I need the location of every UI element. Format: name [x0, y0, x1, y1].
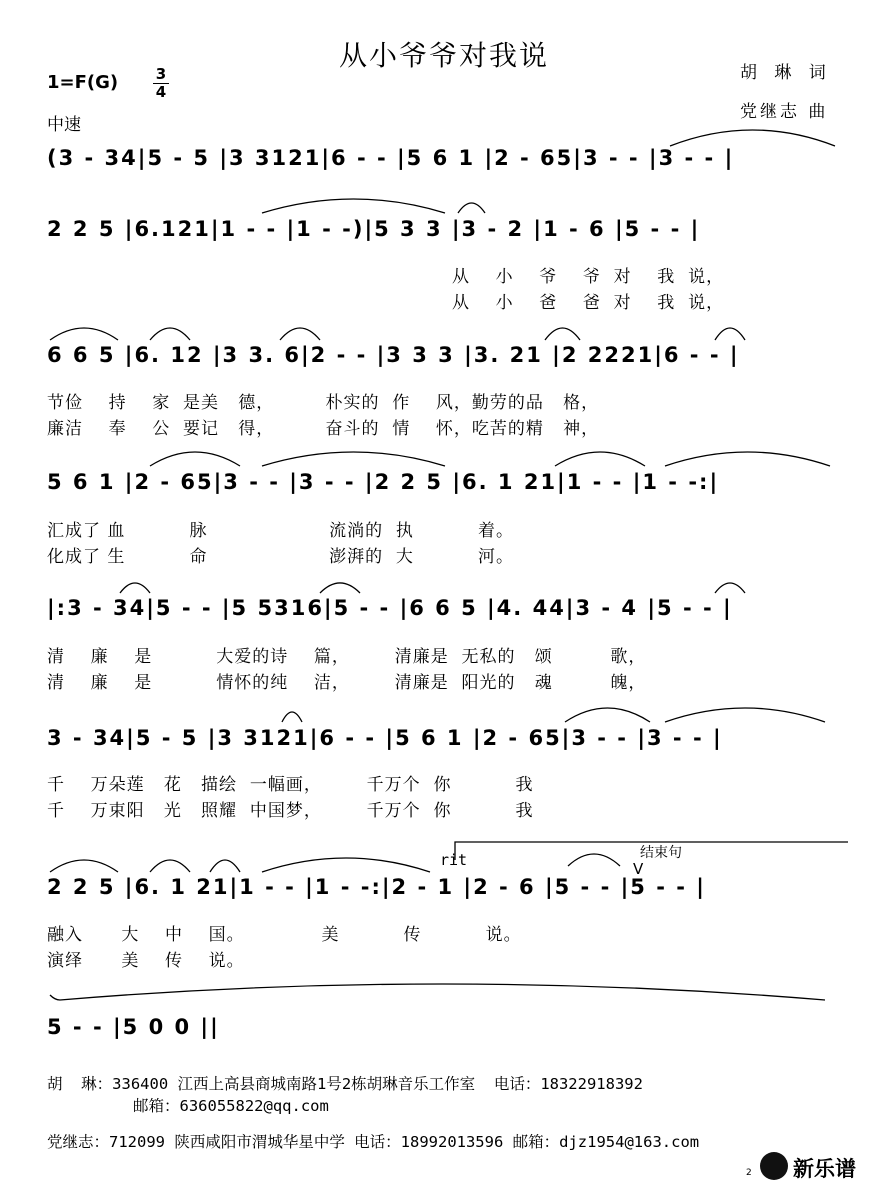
slur-8 — [715, 328, 745, 340]
page-title: 从小爷爷对我说 — [338, 39, 549, 72]
slur-16 — [282, 712, 302, 722]
notes-row-2: 2 2 5 |6.121|1 - - |1 - -)|5 3 3 |3 - 2 |1 - 6 |5 - - | — [47, 217, 701, 241]
slur-10 — [262, 452, 445, 466]
composer-credit: 党继志 曲 — [740, 102, 829, 122]
time-sig-denominator: 4 — [155, 83, 167, 101]
notes-row-4: 5 6 1 |2 - 65|3 - - |3 - - |2 2 5 |6. 1 21|1 - - |1 - -:| — [47, 470, 720, 494]
tempo-marking: 中速 — [47, 115, 81, 135]
notes-row-3: 6 6 5 |6. 12 |3 3. 6|2 - - |3 3 3 |3. 21 |2 2221|6 - - | — [47, 343, 740, 367]
lyrics-row-6-verse-2: 千 万束阳 光 照耀 中国梦， 千万个 你 我 — [47, 801, 534, 821]
slur-22 — [262, 858, 430, 872]
slur-continuation — [50, 995, 60, 1000]
lyrics-row-4-verse-2: 化成了 生 命 澎湃的 大 河。 — [47, 547, 514, 567]
breath-mark: V — [633, 860, 644, 878]
slur-11 — [555, 452, 645, 466]
lyrics-row-3-verse-1: 节俭 持 家 是美 德， 朴实的 作 风，勤劳的品 格， — [47, 393, 600, 413]
time-sig-numerator: 3 — [153, 66, 169, 84]
slur-24 — [60, 984, 825, 1000]
lyricist-credit: 胡 琳 词 — [740, 63, 832, 83]
notes-row-7: 2 2 5 |6. 1 21|1 - - |1 - -:|2 - 1 |2 - 6 |5 - - |5 - - | — [47, 875, 706, 899]
site-logo: 新乐谱 — [793, 1157, 856, 1181]
slur-1 — [670, 130, 835, 146]
ending-label: 结束句 — [640, 845, 682, 861]
notes-row-5: |:3 - 34|5 - - |5 5316|5 - - |6 6 5 |4. 44|3 - 4 |5 - - | — [47, 596, 733, 620]
slur-3 — [458, 203, 485, 213]
lyrics-row-2-verse-1: 从 小 爷 爷 对 我 说， — [452, 267, 725, 287]
lyrics-row-5-verse-1: 清 廉 是 大爱的诗 篇， 清廉是 无私的 颂 歌， — [47, 647, 647, 667]
lyrics-row-2-verse-2: 从 小 爸 爸 对 我 说， — [452, 293, 725, 313]
volta-bracket — [455, 842, 848, 860]
slur-21 — [210, 860, 240, 872]
footer-email-hu: 邮箱：636055822@qq.com — [133, 1097, 329, 1115]
slur-4 — [50, 328, 118, 340]
footer-contact-dang: 党继志：712099 陕西咸阳市渭城华星中学 电话：18992013596 邮箱：djz1954@163.com — [47, 1133, 700, 1151]
lyrics-row-6-verse-1: 千 万朵莲 花 描绘 一幅画， 千万个 你 我 — [47, 775, 534, 795]
slur-5 — [150, 328, 190, 340]
lyrics-row-3-verse-2: 廉洁 奉 公 要记 得， 奋斗的 情 怀，吃苦的精 神， — [47, 419, 600, 439]
key-signature: 1=F(G) — [47, 72, 119, 93]
slur-13 — [120, 583, 150, 593]
slur-7 — [545, 328, 580, 340]
slur-18 — [665, 708, 825, 722]
notes-row-6: 3 - 34|5 - 5 |3 3121|6 - - |5 6 1 |2 - 65|3 - - |3 - - | — [47, 726, 723, 750]
slur-14 — [320, 583, 360, 593]
lyrics-row-7-verse-2: 演绎 美 传 说。 — [47, 951, 245, 971]
slur-15 — [715, 583, 745, 593]
page-number: 2 — [746, 1168, 752, 1178]
lyrics-row-4-verse-1: 汇成了 血 脉 流淌的 执 着。 — [47, 521, 514, 541]
slur-23 — [568, 854, 620, 866]
notes-row-1: (3 - 34|5 - 5 |3 3121|6 - - |5 6 1 |2 - 65|3 - - |3 - - | — [47, 146, 735, 170]
lyrics-row-5-verse-2: 清 廉 是 情怀的纯 洁， 清廉是 阳光的 魂 魄， — [47, 673, 647, 693]
rit-marking: rit — [440, 851, 468, 869]
slur-6 — [280, 328, 320, 340]
slur-12 — [665, 452, 830, 466]
lyrics-row-7-verse-1: 融入 大 中 国。 美 传 说。 — [47, 925, 522, 945]
slur-9 — [150, 452, 240, 466]
footer-contact-hu: 胡 琳：336400 江西上高县商城南路1号2栋胡琳音乐工作室 电话：18322918392 — [47, 1075, 643, 1093]
slur-20 — [150, 860, 190, 872]
notes-row-8: 5 - - |5 0 0 || — [47, 1015, 220, 1039]
slur-2 — [262, 199, 445, 213]
slur-19 — [50, 860, 118, 872]
slur-17 — [565, 708, 650, 722]
